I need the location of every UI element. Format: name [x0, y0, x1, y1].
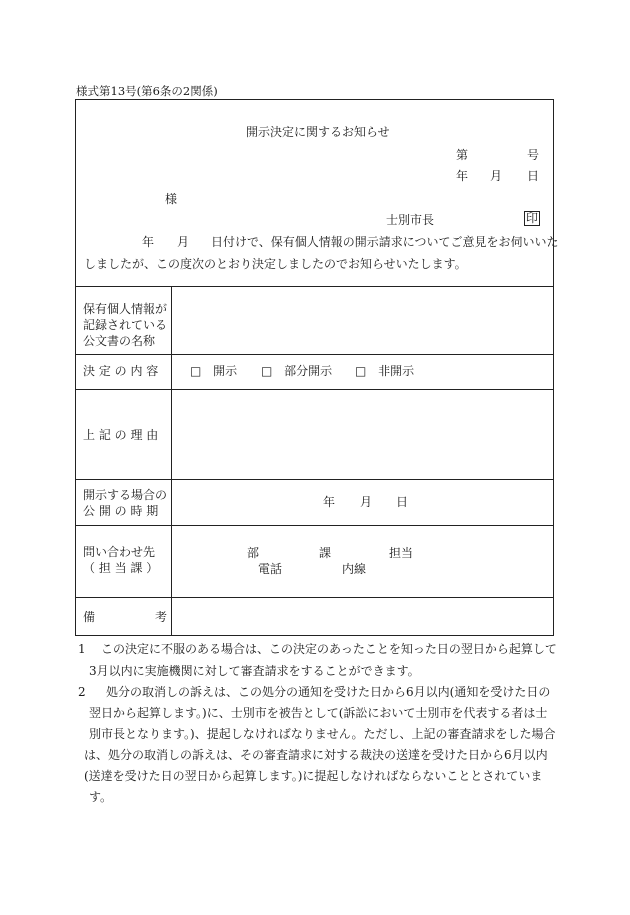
option-label: 部分開示	[284, 364, 333, 378]
option-label: 開示	[213, 364, 238, 378]
addressee-suffix: 様	[165, 192, 178, 206]
date-month: 月	[490, 169, 503, 183]
option-label: 非開示	[378, 364, 415, 378]
contact-bu: 部	[247, 546, 260, 560]
timing-year: 年	[323, 495, 336, 509]
checkbox-icon[interactable]: □	[190, 364, 202, 378]
body-year: 年	[142, 235, 155, 249]
doc-name-label-2: 記録されている	[83, 318, 168, 332]
contact-label-2: （ 担 当 課 ）	[83, 561, 159, 575]
decision-label: 決 定 の 内 容	[83, 364, 159, 378]
footnote-2-line: 処分の取消しの訴えは、この処分の通知を受けた日から6月以内(通知を受けた日の	[106, 685, 551, 699]
timing-label-1: 開示する場合の	[83, 488, 168, 502]
contact-tel: 電話	[258, 562, 283, 576]
body-line2: しましたが、この度次のとおり決定しましたのでお知らせいたします。	[84, 257, 467, 271]
contact-tanto: 担当	[389, 546, 414, 560]
contact-ext: 内線	[342, 562, 367, 576]
timing-label-2: 公 開 の 時 期	[83, 504, 159, 518]
row-divider	[76, 525, 553, 526]
form-label: 様式第13号(第6条の2関係)	[76, 84, 218, 98]
contact-label-1: 問い合わせ先	[83, 545, 156, 559]
footnote-1-line: この決定に不服のある場合は、この決定のあったことを知った日の翌日から起算して	[101, 642, 557, 656]
footnote-2-line: 別市長となります。)、提起しなければなりません。ただし、上記の審査請求をした場合	[89, 727, 556, 741]
remarks-label-right: 考	[155, 610, 168, 624]
number-prefix: 第	[456, 148, 469, 162]
footnote-1-number: 1	[78, 642, 86, 656]
doc-name-label-1: 保有個人情報が	[83, 302, 168, 316]
footnote-2-number: 2	[78, 685, 86, 699]
doc-name-label-3: 公文書の名称	[83, 334, 156, 348]
footnote-2-line: は、処分の取消しの訴えは、その審査請求に対する裁決の送達を受けた日から6月以内	[84, 748, 548, 762]
timing-month: 月	[360, 495, 373, 509]
date-day: 日	[527, 169, 540, 183]
seal-mark	[524, 211, 540, 226]
row-divider	[76, 479, 553, 480]
reason-field[interactable]	[172, 390, 552, 477]
row-divider	[76, 354, 553, 355]
number-suffix: 号	[527, 148, 540, 162]
checkbox-icon[interactable]: □	[355, 364, 367, 378]
footnote-1-line: 3月以内に実施機関に対して審査請求をすることができます。	[89, 664, 420, 678]
reason-label: 上 記 の 理 由	[83, 428, 159, 442]
footnote-2-line: す。	[89, 790, 113, 804]
seal-icon: 印	[526, 211, 539, 225]
option-disclose[interactable]	[190, 364, 237, 378]
option-partial[interactable]	[261, 364, 332, 378]
body-line1: 日付けで、保有個人情報の開示請求についてご意見をお伺いいた	[211, 235, 559, 249]
checkbox-icon[interactable]: □	[261, 364, 273, 378]
footnote-2-line: 翌日から起算します。)に、士別市を被告として(訴訟において士別市を代表する者は士	[89, 706, 548, 720]
contact-ka: 課	[319, 546, 332, 560]
doc-name-field[interactable]	[172, 288, 552, 352]
issuer-name: 士別市長	[386, 213, 435, 227]
date-year: 年	[456, 169, 469, 183]
notice-title: 開示決定に関するお知らせ	[246, 125, 390, 139]
footnote-2-line: (送達を受けた日の翌日から起算します。)に提起しなければならないこととされていま	[84, 769, 543, 783]
body-month: 月	[177, 235, 190, 249]
remarks-field[interactable]	[172, 598, 552, 634]
remarks-label-left: 備	[83, 610, 96, 624]
option-nondisclose[interactable]	[355, 364, 414, 378]
timing-day: 日	[396, 495, 409, 509]
